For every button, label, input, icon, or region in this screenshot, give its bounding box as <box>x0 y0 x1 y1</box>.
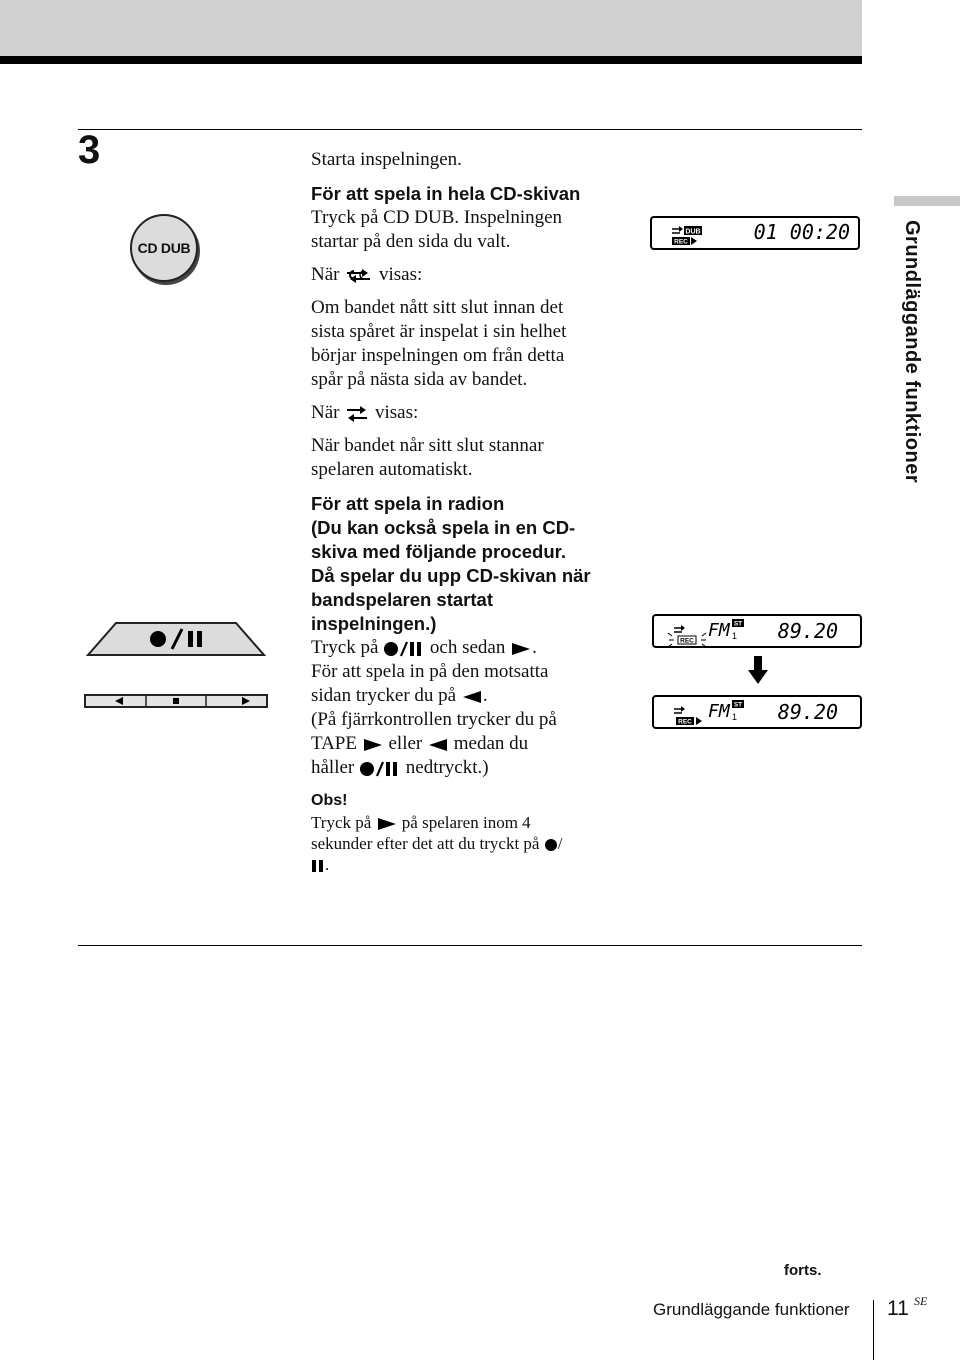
one-way-icon <box>344 404 370 424</box>
play-forward-icon <box>376 817 398 831</box>
section-top-rule <box>78 129 862 130</box>
sidebar-section-label: Grundläggande funktioner <box>901 220 923 484</box>
top-gray-band <box>0 0 862 56</box>
lcd-rec-text: REC <box>678 718 692 726</box>
step-intro: Starta inspelningen. <box>311 149 462 170</box>
para1-line-2: sista spåret är inspelat i sin helhet <box>311 321 567 342</box>
when-label: När <box>311 402 340 423</box>
lcd-sub-text: 1 <box>732 631 738 641</box>
lcd-rec-text: REC <box>674 238 688 246</box>
radio-line-1: Tryck på och sedan . <box>311 637 537 658</box>
when-one-side <box>311 401 641 425</box>
when-label: När <box>311 264 340 285</box>
lcd-freq-text: 89.20 <box>777 700 838 724</box>
record-icon <box>544 838 558 852</box>
radio-line-5: TAPE eller medan du <box>311 733 529 754</box>
lcd-st-text: ST <box>733 620 743 628</box>
lcd-fm-recording <box>652 695 862 729</box>
para1-line-3: börjar inspelningen om från detta <box>311 345 565 366</box>
cd-dub-label: CD DUB <box>137 240 191 256</box>
rec-pause-icon <box>383 640 425 658</box>
lcd-cd-dub <box>650 216 860 250</box>
radio-line-6: håller nedtryckt.) <box>311 757 489 778</box>
visas-label: visas: <box>374 402 419 423</box>
rec-pause-button[interactable] <box>86 622 266 656</box>
note-line-3: . <box>311 854 641 875</box>
note-title: Obs! <box>311 792 348 809</box>
arrow-down-icon <box>747 656 769 686</box>
cd-line-1: Tryck på CD DUB. Inspelningen <box>311 207 563 228</box>
lcd-st-text: ST <box>733 701 743 709</box>
note-line-2: sekunder efter det att du tryckt på / <box>311 834 563 853</box>
page-suffix: SE <box>914 1294 928 1308</box>
para2-line-1: När bandet når sitt slut stannar <box>311 435 544 456</box>
lcd-band-text: FM <box>708 701 730 722</box>
play-reverse-icon <box>461 689 483 705</box>
stop-icon <box>173 698 179 704</box>
play-reverse-icon <box>427 737 449 753</box>
footer-divider <box>873 1300 874 1360</box>
heading-radio-1: För att spela in radion <box>311 493 505 514</box>
pause-icon <box>188 631 193 647</box>
para1-line-4: spår på nästa sida av bandet. <box>311 369 528 390</box>
lcd-dub-text: DUB <box>685 228 701 236</box>
tape-transport-bar <box>84 694 268 708</box>
lcd-fm-blinking <box>652 614 862 648</box>
radio-line-4: (På fjärrkontrollen trycker du på <box>311 709 557 730</box>
note-line-1: Tryck på på spelaren inom 4 <box>311 813 531 832</box>
cd-dub-button[interactable] <box>130 214 198 282</box>
lcd-rec-blink-text: REC <box>680 637 694 645</box>
lcd-time-text: 01 00:20 <box>753 220 850 244</box>
cd-line-2: startar på den sida du valt. <box>311 231 511 252</box>
heading-radio-4: Då spelar du upp CD-skivan när <box>311 565 591 586</box>
footer-section-label: Grundläggande funktioner <box>653 1300 850 1319</box>
lcd-freq-text: 89.20 <box>777 619 838 643</box>
heading-radio-2: (Du kan också spela in en CD- <box>311 517 576 538</box>
pause-icon <box>311 859 325 873</box>
radio-line-2: För att spela in på den motsatta <box>311 661 549 682</box>
step-number: 3 <box>78 128 100 172</box>
continued-label: forts. <box>784 1262 822 1279</box>
play-forward-icon <box>510 641 532 657</box>
when-all-sides <box>311 263 641 287</box>
para2-line-2: spelaren automatiskt. <box>311 459 473 480</box>
heading-radio-5: bandspelaren startat <box>311 589 493 610</box>
top-black-rule <box>0 56 862 64</box>
repeat-both-icon <box>344 266 374 286</box>
play-forward-icon <box>362 737 384 753</box>
lcd-sub-text: 1 <box>732 712 738 722</box>
para1-line-1: Om bandet nått sitt slut innan det <box>311 297 564 318</box>
sidebar-tab-bar <box>894 196 960 206</box>
lcd-band-text: FM <box>708 620 730 641</box>
heading-cd: För att spela in hela CD-skivan <box>311 183 581 204</box>
page-number: 11 <box>887 1297 909 1320</box>
visas-label: visas: <box>378 264 423 285</box>
instructions-column <box>311 148 641 875</box>
record-icon <box>150 631 166 647</box>
rec-pause-icon <box>359 760 401 778</box>
radio-line-3: sidan trycker du på . <box>311 685 488 706</box>
section-bottom-rule <box>78 945 862 946</box>
heading-radio-6: inspelningen.) <box>311 613 437 634</box>
heading-radio-3: skiva med följande procedur. <box>311 541 566 562</box>
